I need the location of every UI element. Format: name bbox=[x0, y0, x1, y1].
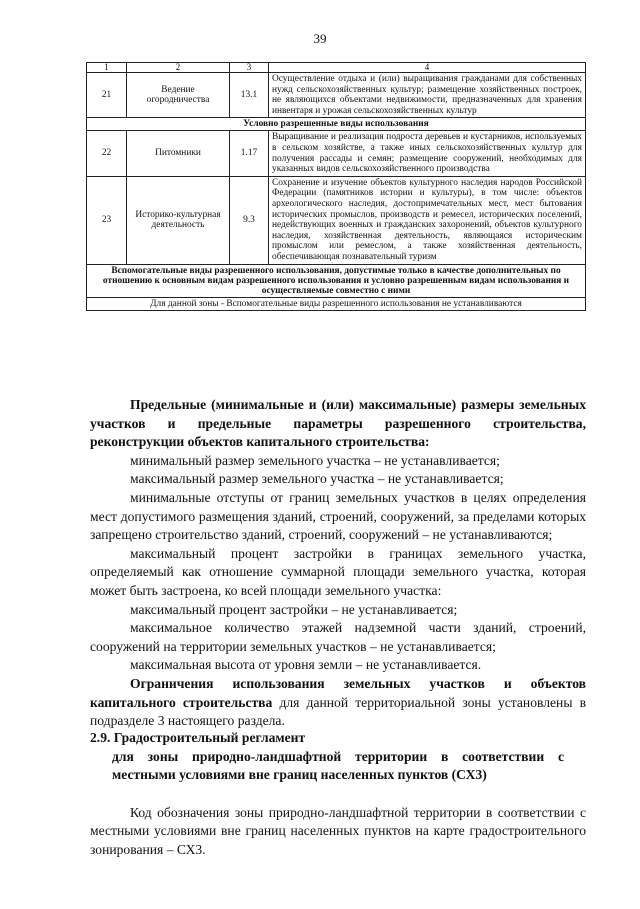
conditional-heading-row bbox=[87, 118, 586, 131]
section-paragraph: Код обозначения зоны природно-ландшафтной территории в соответствии с местными условиями вне границ населенных пунктов на карте градостроительного зонирования – СХ3. bbox=[90, 804, 586, 857]
parameters-block bbox=[90, 396, 586, 731]
param-max-coverage: максимальный процент застройки – не устанавливается; bbox=[130, 601, 458, 617]
param-max-floors: максимальное количество этажей надземной части зданий, строений, сооружений на территории земельных участков – не устанавливается; bbox=[90, 620, 586, 654]
section-subtitle: для зоны природно-ландшафтной территории в соответствии с местными условиями вне границ населенных пунктов (СХ3) bbox=[112, 748, 564, 783]
table-row bbox=[87, 73, 586, 118]
restrictions-paragraph bbox=[90, 675, 586, 731]
use-name: Ведение огородничества bbox=[127, 73, 230, 118]
use-description: Осуществление отдыха и (или) выращивания гражданами для собственных нужд сельскохозяйственных культур; размещение хозяйственных построек, не являющихся объектами недвижимости, предназначенных для хранения инвентаря и урожая сельскохозяйственных культур bbox=[269, 73, 586, 118]
row-number: 21 bbox=[87, 73, 127, 118]
auxiliary-uses-heading: Вспомогательные виды разрешенного использования, допустимые только в качестве дополнительных по отношению к основным видам разрешенного использования и условно разрешенным видам использования и осуществляемые совместно с ними bbox=[87, 264, 586, 297]
table-header-row bbox=[87, 63, 586, 73]
row-number: 22 bbox=[87, 131, 127, 176]
table-row bbox=[87, 131, 586, 176]
header-col-2: 2 bbox=[127, 63, 230, 73]
use-code: 9.3 bbox=[230, 176, 269, 264]
restrictions-rest: для данной территориальной зоны установлены в подразделе 3 настоящего раздела. bbox=[90, 694, 586, 729]
use-name: Историко-культурная деятельность bbox=[127, 176, 230, 264]
auxiliary-uses-note: Для данной зоны - Вспомогательные виды разрешенного использования не устанавливаются bbox=[87, 297, 586, 310]
param-min-size: минимальный размер земельного участка – не устанавливается; bbox=[130, 452, 500, 468]
use-code: 13.1 bbox=[230, 73, 269, 118]
section-title: 2.9. Градостроительный регламент bbox=[90, 730, 306, 745]
use-code: 1.17 bbox=[230, 131, 269, 176]
section-block bbox=[90, 729, 586, 860]
use-description: Сохранение и изучение объектов культурного наследия народов Российской Федерации (памятников истории и культуры), в том числе: объектов археологического наследия, достопримечательных мест, мест бытования исторических промыслов, производств и ремесел, исторических поселений, недействующих военных и гражданских захоронений, объектов культурного наследия, хозяйственная деятельность, являющаяся историческим промыслом или ремеслом, а также хозяйственная деятельность, обеспечивающая познавательный туризм bbox=[269, 176, 586, 264]
header-col-1: 1 bbox=[87, 63, 127, 73]
restrictions-bold: Ограничения использования земельных участков и объектов капитального строительства bbox=[90, 675, 586, 710]
param-setbacks: минимальные отступы от границ земельных участков в целях определения мест допустимого размещения зданий, строений, сооружений, за пределами которых запрещено строительство зданий, строений, сооружений – не устанавливаются; bbox=[90, 489, 586, 543]
header-col-4: 4 bbox=[269, 63, 586, 73]
conditional-uses-heading: Условно разрешенные виды использования bbox=[87, 118, 586, 131]
auxiliary-note-row bbox=[87, 297, 586, 310]
page-number: 39 bbox=[313, 31, 327, 46]
use-name: Питомники bbox=[127, 131, 230, 176]
header-col-3: 3 bbox=[230, 63, 269, 73]
param-max-height: максимальная высота от уровня земли – не устанавливается. bbox=[130, 657, 482, 673]
use-description: Выращивание и реализация подроста деревьев и кустарников, используемых в сельском хозяйстве, а также иных сельскохозяйственных культур для получения рассады и семян; размещение сооружений, необходимых для указанных видов сельскохозяйственного производства bbox=[269, 131, 586, 176]
land-use-table bbox=[86, 62, 586, 311]
param-max-size: максимальный размер земельного участка – не устанавливается; bbox=[130, 471, 504, 487]
auxiliary-heading-row bbox=[87, 264, 586, 297]
table-row bbox=[87, 176, 586, 264]
param-coverage-definition: максимальный процент застройки в границах земельного участка, определяемый как отношение суммарной площади земельного участка, которая может быть застроена, ко всей площади земельного участка: bbox=[90, 545, 586, 598]
limits-heading: Предельные (минимальные и (или) максимальные) размеры земельных участков и предельные параметры разрешенного строительства, реконструкции объектов капитального строительства: bbox=[90, 397, 586, 450]
row-number: 23 bbox=[87, 176, 127, 264]
